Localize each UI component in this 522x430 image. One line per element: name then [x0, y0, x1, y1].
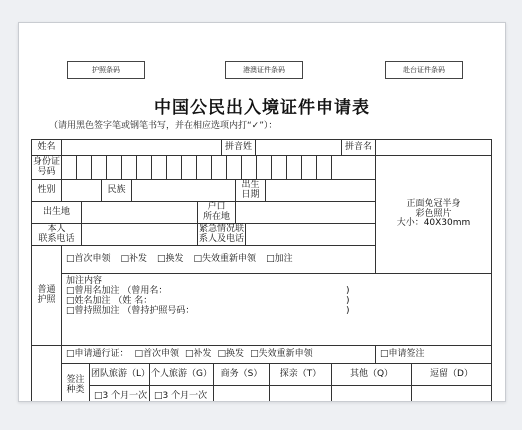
- hukou-label: 户口 所在地: [198, 202, 236, 224]
- emergency-contact-field[interactable]: [246, 224, 376, 246]
- passport-invalid-reapply-checkbox[interactable]: □失效重新申领: [193, 253, 257, 264]
- business-option-cell[interactable]: [214, 386, 270, 402]
- photo-instruction-line1: 正面免冠半身: [406, 198, 461, 209]
- passport-barcode-box: 护照条码: [67, 61, 145, 79]
- taiwan-barcode-box: 赴台证件条码: [385, 61, 463, 79]
- permit-reissue-checkbox[interactable]: □补发: [185, 348, 212, 359]
- id-digit-cell[interactable]: [167, 156, 182, 180]
- former-name-annotation[interactable]: □曾用名加注 （曾用名： ): [66, 285, 350, 296]
- id-digit-cell[interactable]: [317, 156, 332, 180]
- form-instruction: （请用黑色签字笔或钢笔书写，并在相应选项内打“✓”）：: [49, 121, 278, 131]
- form-title: 中国公民出入境证件申请表: [154, 98, 370, 118]
- id-digit-cell[interactable]: [227, 156, 242, 180]
- id-digit-cell[interactable]: [107, 156, 122, 180]
- individual-tour-3month-option[interactable]: □3 个月一次: [150, 386, 214, 402]
- pinyin-given-field[interactable]: [376, 140, 492, 156]
- permit-renewal-checkbox[interactable]: □换发: [217, 348, 245, 359]
- id-digit-cell[interactable]: [287, 156, 302, 180]
- type-individual-tour[interactable]: 个人旅游（G）: [150, 364, 214, 386]
- application-table: [31, 139, 492, 402]
- birthplace-field[interactable]: [82, 202, 198, 224]
- name-label: 姓名: [32, 140, 62, 156]
- apply-endorsement-checkbox[interactable]: □申请签注: [376, 346, 492, 364]
- id-digit-cell[interactable]: [257, 156, 272, 180]
- hk-macao-barcode-box: 港澳证件条码: [225, 61, 303, 79]
- passport-annotation-checkbox[interactable]: □加注: [266, 253, 293, 264]
- other-option-cell[interactable]: [332, 386, 412, 402]
- passport-first-application-checkbox[interactable]: □首次申领: [66, 253, 111, 264]
- id-digit-cell[interactable]: [62, 156, 77, 180]
- type-group-tour[interactable]: 团队旅游（L）: [90, 364, 150, 386]
- type-family-visit[interactable]: 探亲（T）: [270, 364, 332, 386]
- photo-instruction-line3: 大小：40X30mm: [396, 218, 471, 229]
- former-passport-annotation[interactable]: □曾持照加注 （曾持护照号码： ): [66, 305, 350, 316]
- stay-option-cell[interactable]: [412, 386, 492, 402]
- type-stay[interactable]: 逗留（D）: [412, 364, 492, 386]
- ethnicity-label: 民族: [102, 180, 132, 202]
- passport-options: [62, 246, 376, 274]
- permit-first-application-checkbox[interactable]: □首次申领: [134, 348, 180, 359]
- group-tour-3month-option[interactable]: □3 个月一次: [90, 386, 150, 402]
- permit-invalid-reapply-checkbox[interactable]: □失效重新申领: [250, 348, 313, 359]
- type-other[interactable]: 其他（Q）: [332, 364, 412, 386]
- id-digit-cell[interactable]: [77, 156, 92, 180]
- name-field[interactable]: [62, 140, 222, 156]
- id-digit-cell[interactable]: [92, 156, 107, 180]
- name-annotation[interactable]: □姓名加注 （姓 名： ): [66, 295, 350, 306]
- birth-date-field[interactable]: [266, 180, 376, 202]
- hukou-field[interactable]: [236, 202, 376, 224]
- annotation-title: 加注内容: [66, 276, 103, 286]
- id-digit-cell[interactable]: [137, 156, 152, 180]
- birthplace-label: 出生地: [32, 202, 82, 224]
- id-digit-cell[interactable]: [242, 156, 257, 180]
- gender-label: 性别: [32, 180, 62, 202]
- phone-label: 本人 联系电话: [32, 224, 82, 246]
- passport-annotation-area: [62, 274, 492, 346]
- type-business[interactable]: 商务（S）: [214, 364, 270, 386]
- family-visit-option-cell[interactable]: [270, 386, 332, 402]
- ethnicity-field[interactable]: [132, 180, 236, 202]
- pinyin-surname-label: 拼音姓: [222, 140, 256, 156]
- gender-field[interactable]: [62, 180, 102, 202]
- application-form-page: [18, 22, 506, 402]
- emergency-contact-label: 紧急情况联 系人及电话: [198, 224, 246, 246]
- id-number-label: 身份证 号码: [32, 156, 62, 180]
- id-digit-cell[interactable]: [152, 156, 167, 180]
- permit-section-label: [32, 346, 62, 402]
- photo-area: [376, 156, 492, 274]
- passport-renewal-checkbox[interactable]: □换发: [157, 253, 184, 264]
- id-digit-cell[interactable]: [197, 156, 212, 180]
- id-digit-cell[interactable]: [122, 156, 137, 180]
- photo-instruction-line2: 彩色照片: [415, 208, 452, 219]
- pinyin-given-label: 拼音名: [342, 140, 376, 156]
- passport-reissue-checkbox[interactable]: □补发: [120, 253, 148, 264]
- id-spare-cell: [332, 156, 376, 180]
- apply-permit-checkbox[interactable]: □申请通行证：: [66, 348, 129, 359]
- id-digit-cell[interactable]: [272, 156, 287, 180]
- birth-date-label: 出生 日期: [236, 180, 266, 202]
- id-digit-cell[interactable]: [182, 156, 197, 180]
- passport-section-label: 普通 护照: [32, 246, 62, 346]
- endorsement-type-label: 签注 种类: [62, 364, 90, 402]
- id-digit-cell[interactable]: [302, 156, 317, 180]
- id-digit-cell[interactable]: [212, 156, 227, 180]
- phone-field[interactable]: [82, 224, 198, 246]
- permit-options: [62, 346, 376, 364]
- pinyin-surname-field[interactable]: [256, 140, 342, 156]
